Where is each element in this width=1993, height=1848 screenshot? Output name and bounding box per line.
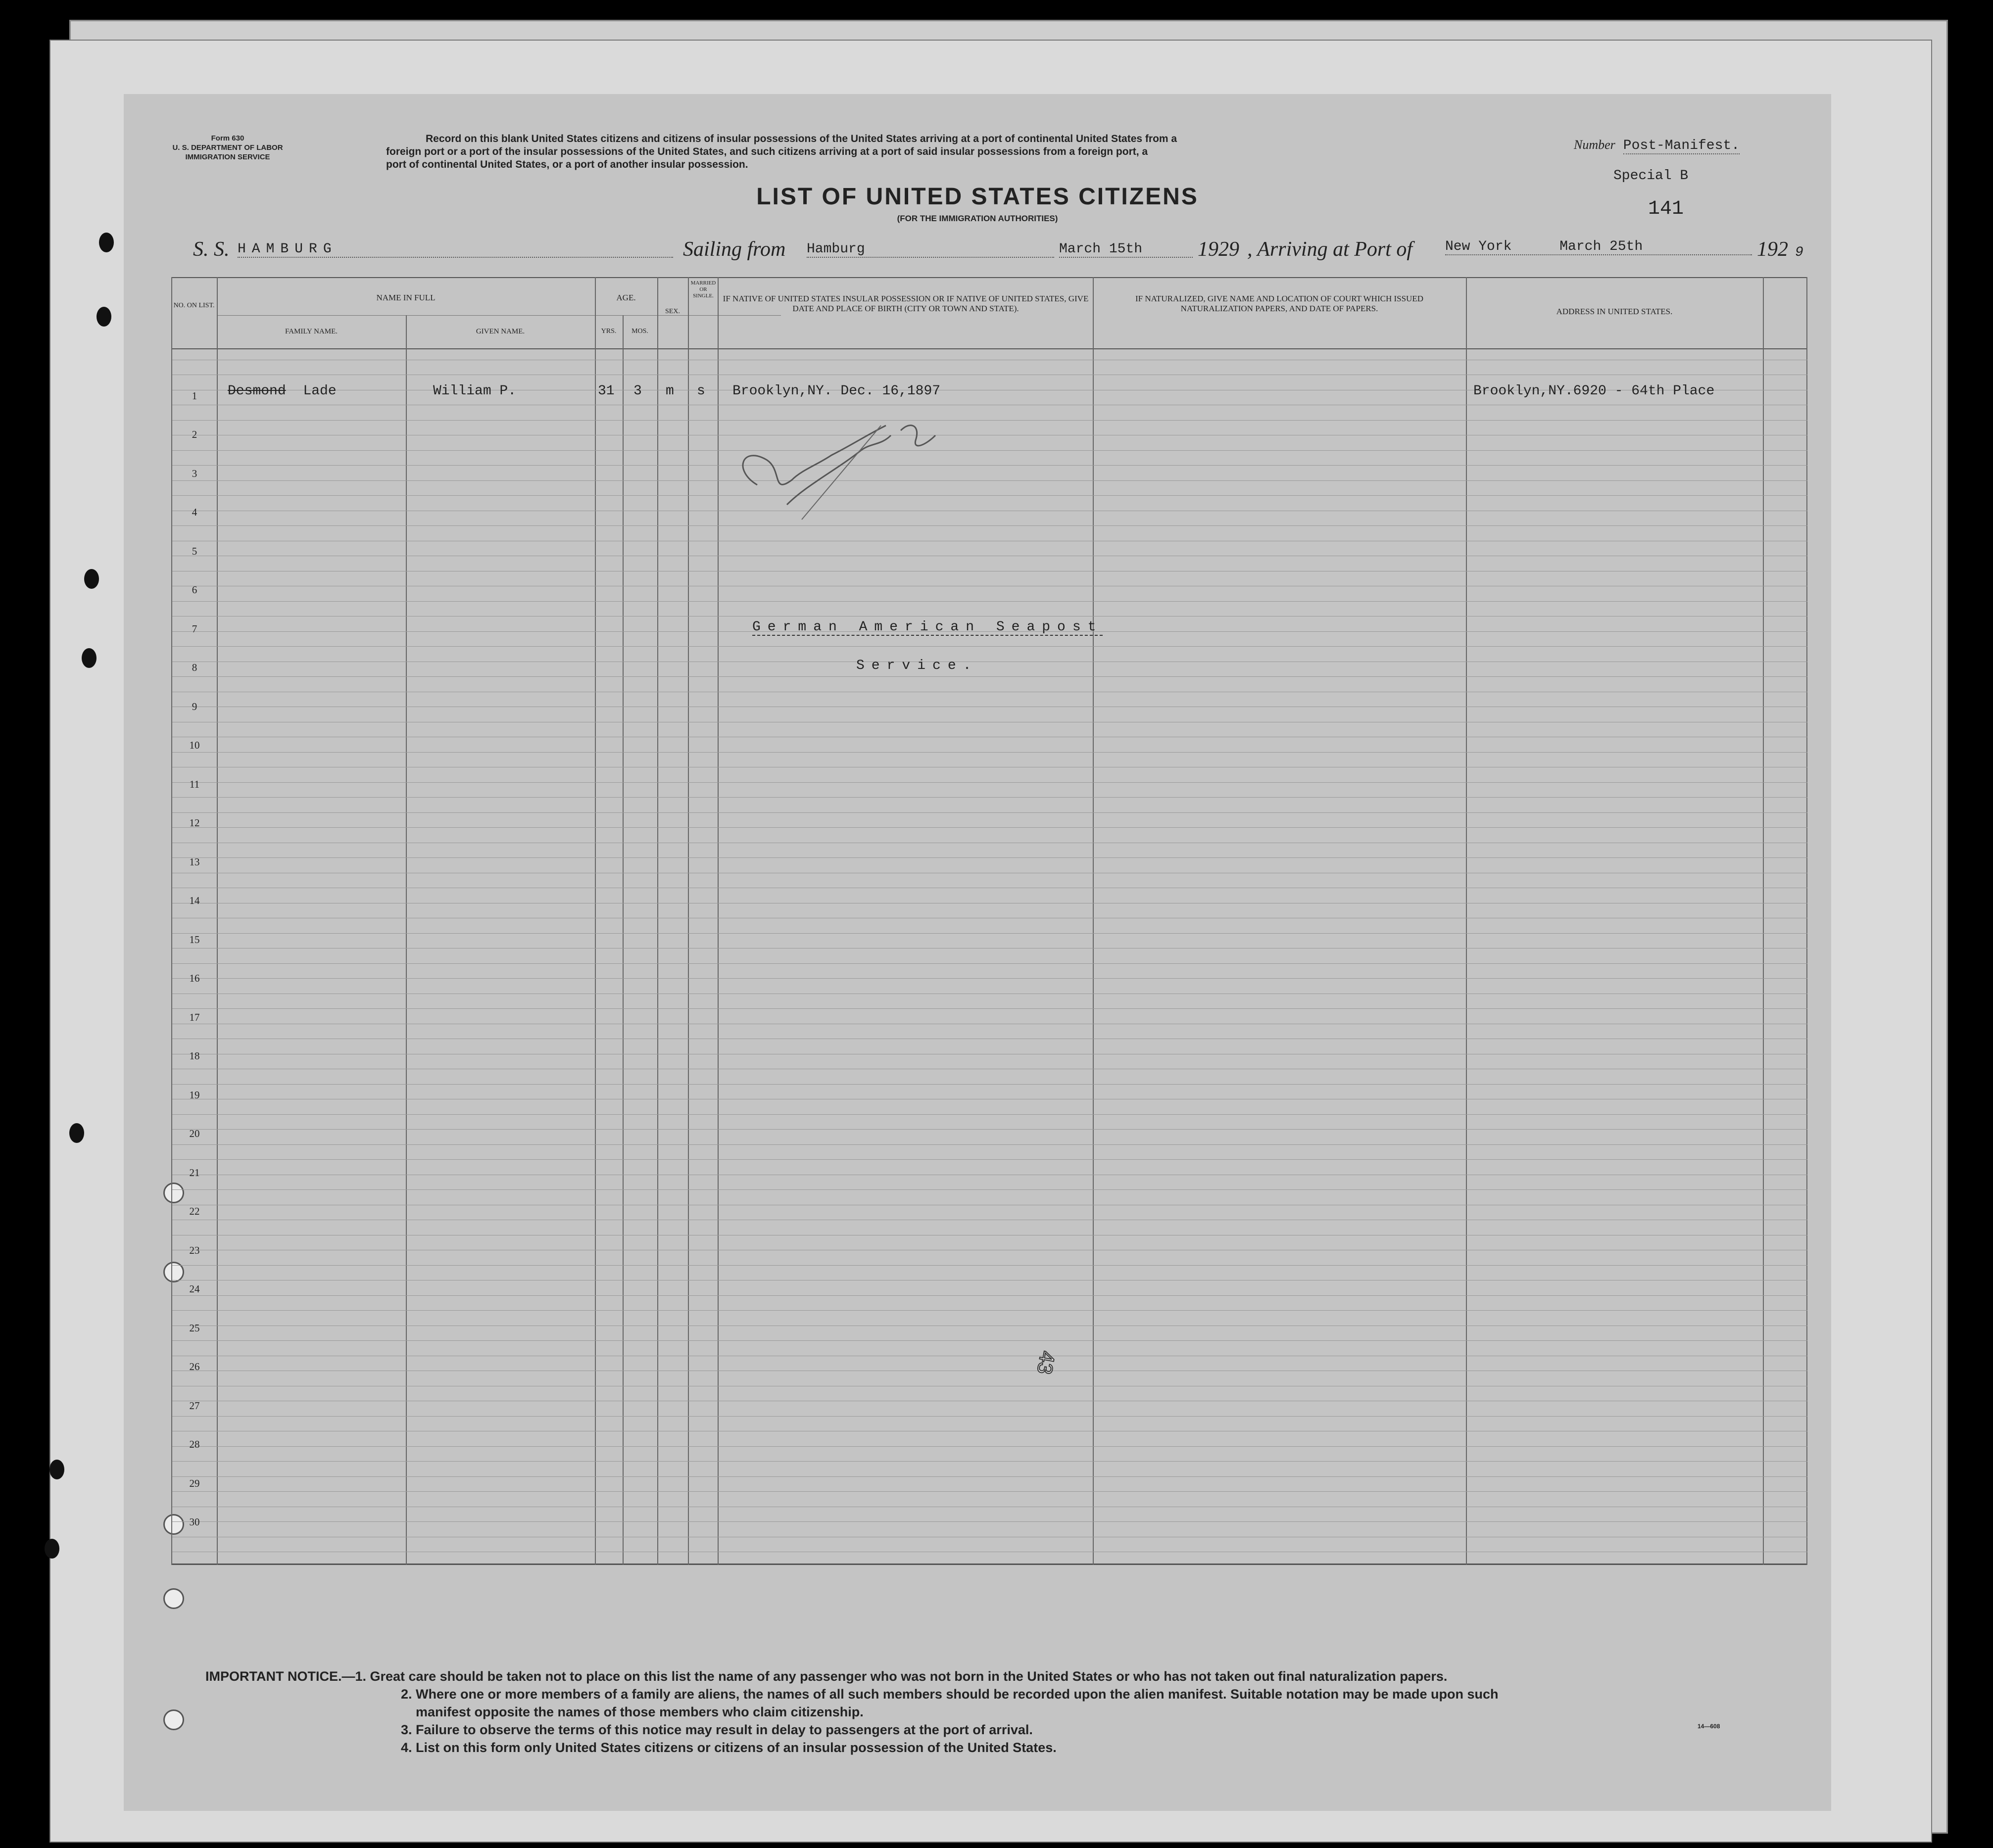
row-number: 15 bbox=[189, 934, 200, 946]
row-rule bbox=[172, 1129, 1807, 1130]
sex-value: m bbox=[666, 383, 674, 399]
notice-item: 3. Failure to observe the terms of this notice may result in delay to passengers at the port of arrival. bbox=[401, 1722, 1033, 1737]
row-number: 7 bbox=[192, 623, 197, 635]
row-number: 25 bbox=[189, 1322, 200, 1334]
intro-line: Record on this blank United States citizens and citizens of insular possessions of the United States arriving at a port of continental United States from a bbox=[426, 133, 1177, 144]
page-subtitle: (FOR THE IMMIGRATION AUTHORITIES) bbox=[897, 214, 1058, 223]
punch-hole bbox=[45, 1539, 59, 1559]
sailing-label: Sailing from bbox=[683, 238, 786, 261]
row-rule bbox=[172, 480, 1807, 481]
arrival-year bbox=[1757, 237, 1803, 261]
header-birth: IF NATIVE OF UNITED STATES INSULAR POSSESSION OR IF NATIVE OF UNITED STATES, GIVE DATE AND PLACE OF BIRTH (CITY OR TOWN AND STATE). bbox=[723, 294, 1089, 313]
row-number: 28 bbox=[189, 1438, 200, 1450]
row-rule bbox=[172, 1265, 1807, 1266]
pin-mark bbox=[163, 1183, 184, 1203]
ship-name: HAMBURG bbox=[238, 241, 673, 258]
age-months: 3 bbox=[633, 383, 642, 399]
row-rule bbox=[172, 1476, 1807, 1477]
arriving-label: , Arriving at Port of bbox=[1247, 238, 1413, 261]
family-name: Lade bbox=[303, 383, 337, 399]
row-rule bbox=[172, 1189, 1807, 1190]
row-rule bbox=[172, 1008, 1807, 1009]
col-line bbox=[1806, 277, 1807, 1565]
notice-item: 2. Where one or more members of a family are aliens, the names of all such members should be recorded upon the alien manifest. Suitable notation may be made upon such bbox=[401, 1687, 1499, 1702]
row-number: 5 bbox=[192, 545, 197, 557]
row-number: 3 bbox=[192, 468, 197, 479]
row-rule bbox=[172, 525, 1807, 526]
table-bottom-rule bbox=[171, 1564, 1806, 1565]
row-rule bbox=[172, 782, 1807, 783]
punch-hole bbox=[99, 233, 114, 252]
row-rule bbox=[172, 420, 1807, 421]
print-code: 14—608 bbox=[1698, 1723, 1720, 1730]
row-rule bbox=[172, 1144, 1807, 1145]
row-number: 11 bbox=[189, 778, 200, 790]
row-rule bbox=[172, 797, 1807, 798]
row-number: 27 bbox=[189, 1400, 200, 1412]
punch-hole bbox=[49, 1460, 64, 1479]
number-value: Post-Manifest. bbox=[1623, 138, 1740, 153]
intro-paragraph bbox=[386, 133, 1177, 171]
row-number: 21 bbox=[189, 1167, 200, 1179]
from-port: Hamburg bbox=[807, 241, 1054, 258]
row-rule bbox=[172, 1416, 1807, 1417]
row-rule bbox=[172, 465, 1807, 466]
row-number: 14 bbox=[189, 895, 200, 906]
number-label: Number bbox=[1574, 138, 1615, 152]
page-number: 141 bbox=[1648, 198, 1684, 220]
arrival-port-name: New York bbox=[1445, 239, 1512, 254]
row-number: 30 bbox=[189, 1516, 200, 1528]
birth-info: Brooklyn,NY. Dec. 16,1897 bbox=[732, 383, 941, 399]
ss-label: S. S. bbox=[193, 238, 230, 261]
col-line bbox=[1093, 277, 1094, 1565]
row-number: 29 bbox=[189, 1477, 200, 1489]
row-number: 1 bbox=[192, 390, 197, 402]
age-years: 31 bbox=[598, 383, 615, 399]
row-rule bbox=[172, 857, 1807, 858]
row-number: 19 bbox=[189, 1089, 200, 1101]
row-number: 8 bbox=[192, 662, 197, 673]
handwritten-scribble bbox=[723, 396, 960, 574]
row-rule bbox=[172, 963, 1807, 964]
age-subrule bbox=[595, 315, 632, 316]
table-top-rule bbox=[171, 277, 1806, 278]
row-rule bbox=[172, 812, 1807, 813]
row-number: 17 bbox=[189, 1011, 200, 1023]
col-line bbox=[718, 277, 719, 1565]
service-name: IMMIGRATION SERVICE bbox=[185, 153, 270, 161]
marital-status: s bbox=[697, 383, 705, 399]
punch-hole bbox=[82, 648, 97, 668]
row-rule bbox=[172, 1521, 1807, 1522]
pin-mark bbox=[163, 1588, 184, 1609]
form-info bbox=[168, 134, 287, 162]
notice-item: manifest opposite the names of those members who claim citizenship. bbox=[416, 1705, 864, 1719]
header-age: AGE. bbox=[616, 293, 636, 302]
row-rule bbox=[172, 1084, 1807, 1085]
header-naturalized: IF NATURALIZED, GIVE NAME AND LOCATION OF COURT WHICH ISSUED NATURALIZATION PAPERS, AND DATE OF PAPERS. bbox=[1135, 294, 1423, 313]
header-no: NO. ON LIST. bbox=[173, 302, 215, 309]
row-number: 23 bbox=[189, 1244, 200, 1256]
intro-line: port of continental United States, or a port of another insular possession. bbox=[386, 159, 748, 170]
header-given-name: GIVEN NAME. bbox=[476, 328, 525, 335]
given-name: William P. bbox=[433, 383, 517, 399]
us-address: Brooklyn,NY.6920 - 64th Place bbox=[1473, 383, 1715, 399]
department-name: U. S. DEPARTMENT OF LABOR bbox=[172, 143, 283, 152]
struck-family-name: Desmond bbox=[228, 383, 286, 399]
arrival-year-digit: 9 bbox=[1795, 245, 1803, 260]
row-rule bbox=[172, 495, 1807, 496]
row-number: 2 bbox=[192, 428, 197, 440]
punch-hole bbox=[97, 307, 111, 327]
row-rule bbox=[172, 1114, 1807, 1115]
special-code: Special B bbox=[1613, 168, 1689, 184]
stamp-number: 43 bbox=[1032, 1349, 1060, 1376]
col-line bbox=[657, 277, 658, 1565]
remark-line-2: Service. bbox=[856, 658, 978, 673]
arrival-port bbox=[1445, 239, 1752, 255]
row-number: 12 bbox=[189, 817, 200, 829]
row-number: 20 bbox=[189, 1128, 200, 1139]
col-line bbox=[623, 315, 624, 1565]
notice-item: 4. List on this form only United States citizens or citizens of an insular possession of the United States. bbox=[401, 1740, 1057, 1755]
col-line bbox=[171, 277, 172, 1565]
row-rule bbox=[172, 1295, 1807, 1296]
row-number: 6 bbox=[192, 584, 197, 596]
row-rule bbox=[172, 676, 1807, 677]
row-number: 18 bbox=[189, 1050, 200, 1062]
col-line bbox=[595, 277, 596, 1565]
header-married-single: MARRIED OR SINGLE. bbox=[690, 280, 716, 299]
col-line bbox=[406, 315, 407, 1565]
sail-year: 1929 bbox=[1198, 238, 1239, 261]
intro-line: foreign port or a port of the insular possessions of the United States, and such citizens arriving at a port of said insular possessions from a foreign port, a bbox=[386, 146, 1148, 157]
pin-mark bbox=[163, 1709, 184, 1730]
header-mos: MOS. bbox=[632, 328, 648, 335]
header-address: ADDRESS IN UNITED STATES. bbox=[1556, 307, 1673, 316]
row-number: 24 bbox=[189, 1283, 200, 1295]
row-rule bbox=[172, 933, 1807, 934]
row-number: 13 bbox=[189, 856, 200, 868]
remark-line-1: German American Seapost bbox=[752, 619, 1103, 635]
important-notice: IMPORTANT NOTICE.—1. Great care should be taken not to place on this list the name of any passenger who was not born in the United States or who has not taken out final naturalization papers. bbox=[205, 1669, 1448, 1684]
row-rule bbox=[172, 1310, 1807, 1311]
row-rule bbox=[172, 752, 1807, 753]
arrival-year-printed: 192 bbox=[1757, 238, 1788, 261]
row-number: 10 bbox=[189, 739, 200, 751]
col-line bbox=[1466, 277, 1467, 1565]
row-rule bbox=[172, 1340, 1807, 1341]
row-rule bbox=[172, 1461, 1807, 1462]
header-family-name: FAMILY NAME. bbox=[285, 328, 338, 335]
header-bottom-rule bbox=[171, 348, 1806, 349]
form-number: Form 630 bbox=[211, 134, 244, 142]
page-title: LIST OF UNITED STATES CITIZENS bbox=[756, 184, 1199, 210]
row-number: 4 bbox=[192, 506, 197, 518]
row-number: 22 bbox=[189, 1205, 200, 1217]
punch-hole bbox=[69, 1123, 84, 1143]
punch-hole bbox=[84, 569, 99, 589]
col-line bbox=[688, 277, 689, 1565]
row-rule bbox=[172, 450, 1807, 451]
row-rule bbox=[172, 1446, 1807, 1447]
manifest-form bbox=[124, 94, 1831, 1811]
family-name-cell bbox=[228, 383, 337, 399]
row-rule bbox=[172, 827, 1807, 828]
row-rule bbox=[172, 601, 1807, 602]
header-yrs: YRS. bbox=[601, 328, 617, 335]
notice-item: 1. Great care should be taken not to place on this list the name of any passenger who was not born in the United States or who has not taken out final naturalization papers. bbox=[355, 1669, 1448, 1684]
row-number: 16 bbox=[189, 972, 200, 984]
row-number: 26 bbox=[189, 1361, 200, 1373]
row-rule bbox=[172, 1159, 1807, 1160]
number-block bbox=[1574, 138, 1740, 153]
col-line bbox=[1763, 277, 1764, 1565]
header-sex: SEX. bbox=[665, 308, 680, 315]
row-rule bbox=[172, 646, 1807, 647]
row-rule bbox=[172, 1491, 1807, 1492]
row-number: 9 bbox=[192, 701, 197, 712]
col-line bbox=[217, 277, 218, 1565]
row-rule bbox=[172, 978, 1807, 979]
arrival-date: March 25th bbox=[1559, 239, 1643, 254]
sail-date: March 15th bbox=[1059, 241, 1193, 258]
notice-heading: IMPORTANT NOTICE. bbox=[205, 1669, 342, 1684]
header-name-in-full: NAME IN FULL bbox=[376, 293, 436, 302]
